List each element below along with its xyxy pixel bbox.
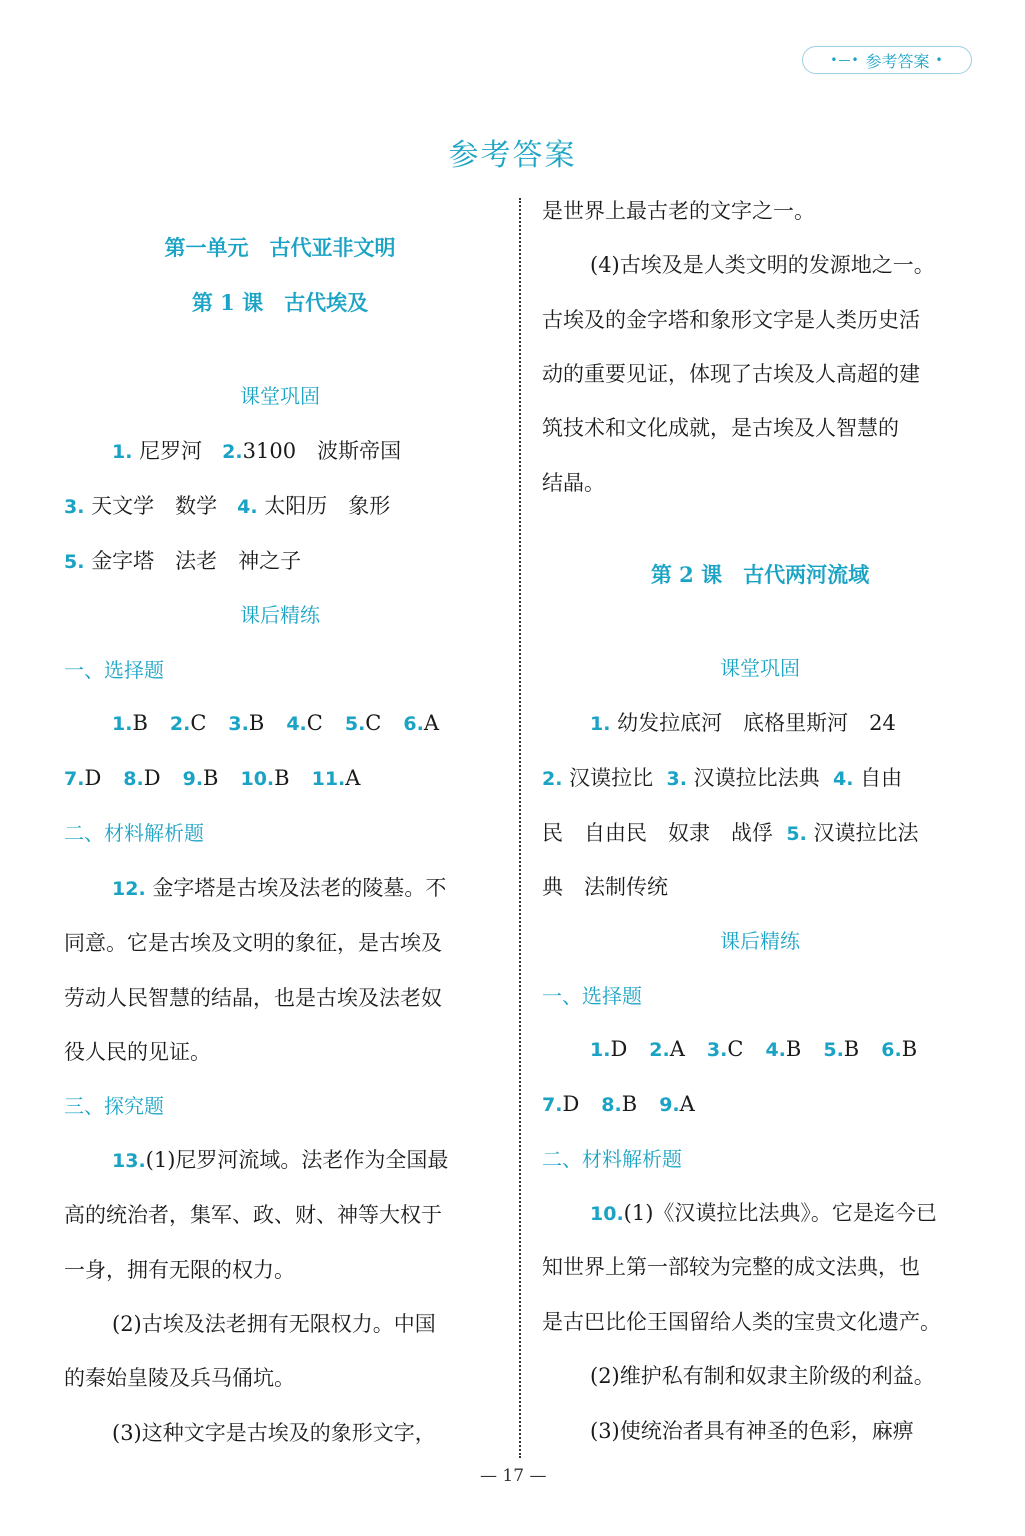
mc-answer: 8.B (601, 1092, 638, 1116)
section-after-class: 课后精练 (240, 603, 320, 627)
answer-13-line: (3)这种文字是古埃及的象形文字， (112, 1421, 436, 1445)
answer-12-line: 役人民的见证。 (64, 1040, 211, 1064)
right-text-line: (4)古埃及是人类文明的发源地之一。 (590, 253, 935, 277)
answer-12-line: 12. 金字塔是古埃及法老的陵墓。不 (112, 876, 447, 900)
page-number: — 17 — (480, 1466, 547, 1486)
classroom-answer-5: 5. 金字塔 法老 神之子 (64, 549, 302, 573)
right-text-line: 筑技术和文化成就，是古埃及人智慧的 (542, 416, 899, 440)
mc-answer: 11.A (311, 766, 361, 790)
mc-row-1 (590, 1034, 939, 1065)
answer-12-line: 劳动人民智慧的结晶，也是古埃及法老奴 (64, 986, 442, 1010)
classroom-answer-3: 3. 天文学 数学 4. 太阳历 象形 (64, 494, 391, 518)
section-after-class: 课后精练 (720, 929, 800, 953)
mc-answer: 4.B (765, 1037, 802, 1061)
section-classroom: 课堂巩固 (720, 656, 800, 680)
mc-answer: 9.A (659, 1092, 695, 1116)
mc-answer: 6.B (881, 1037, 918, 1061)
right-text-line: 动的重要见证，体现了古埃及人高超的建 (542, 362, 920, 386)
mc-answer: 7.D (542, 1092, 580, 1116)
classroom-answer-2: 2. 汉谟拉比 3. 汉谟拉比法典 4. 自由 (542, 766, 903, 790)
heading-explore: 三、探究题 (64, 1094, 164, 1118)
classroom-answer-5b: 典 法制传统 (542, 875, 668, 899)
unit-title: 第一单元 古代亚非文明 (164, 235, 396, 260)
mc-answer: 5.B (823, 1037, 860, 1061)
section-classroom: 课堂巩固 (240, 384, 320, 408)
mc-answer: 5.C (344, 711, 382, 735)
answer-10-line: 知世界上第一部较为完整的成文法典，也 (542, 1255, 920, 1279)
dot-line-decoration-icon: •—• (830, 53, 860, 67)
mc-answer: 4.C (286, 711, 323, 735)
answer-13-line: 13.(1)尼罗河流域。法老作为全国最 (112, 1148, 449, 1172)
mc-answer: 7.D (64, 766, 102, 790)
mc-answer: 10.B (240, 766, 290, 790)
heading-choice: 一、选择题 (542, 984, 642, 1008)
answer-13-line: (2)古埃及法老拥有无限权力。中国 (112, 1312, 436, 1336)
answer-13-line: 一身，拥有无限的权力。 (64, 1258, 295, 1282)
answer-13-line: 高的统治者，集军、政、财、神等大权于 (64, 1203, 442, 1227)
answer-10-line: 10.(1)《汉谟拉比法典》。它是迄今已 (590, 1201, 937, 1225)
mc-answer: 6.A (403, 711, 439, 735)
mc-answer: 2.C (169, 711, 207, 735)
mc-row-2 (542, 1089, 717, 1120)
right-text-line: 结晶。 (542, 471, 605, 495)
header-answer-tag (802, 46, 972, 74)
classroom-answer-4b: 民 自由民 奴隶 战俘 5. 汉谟拉比法 (542, 821, 919, 845)
heading-material: 二、材料解析题 (64, 821, 204, 845)
mc-answer: 9.B (182, 766, 219, 790)
classroom-answer-1: 1. 幼发拉底河 底格里斯河 24 (590, 711, 896, 735)
classroom-answer-1: 1. 尼罗河 2.3100 波斯帝国 (112, 439, 402, 463)
column-divider (519, 198, 521, 1458)
heading-material: 二、材料解析题 (542, 1147, 682, 1171)
answer-12-line: 同意。它是古埃及文明的象征，是古埃及 (64, 931, 442, 955)
answer-10-line: 是古巴比伦王国留给人类的宝贵文化遗产。 (542, 1310, 941, 1334)
mc-answer: 3.B (228, 711, 265, 735)
mc-row-1 (112, 708, 461, 739)
answer-10-line: (2)维护私有制和奴隶主阶级的利益。 (590, 1364, 935, 1388)
mc-answer: 2.A (649, 1037, 685, 1061)
right-text-line: 古埃及的金字塔和象形文字是人类历史活 (542, 308, 920, 332)
mc-answer: 3.C (706, 1037, 744, 1061)
right-text-line: 是世界上最古老的文字之一。 (542, 199, 815, 223)
page-title: 参考答案 (448, 138, 577, 173)
header-tag-label: 参考答案 (865, 51, 930, 71)
answer-13-line: 的秦始皇陵及兵马俑坑。 (64, 1366, 295, 1390)
mc-answer: 8.D (123, 766, 161, 790)
answer-10-line: (3)使统治者具有神圣的色彩，麻痹 (590, 1419, 914, 1443)
mc-row-2 (64, 763, 382, 794)
heading-choice: 一、选择题 (64, 658, 164, 682)
lesson-title: 第 1 课 古代埃及 (191, 290, 369, 315)
lesson-title: 第 2 课 古代两河流域 (650, 562, 870, 587)
mc-answer: 1.B (112, 711, 148, 735)
dot-decoration-icon: • (935, 53, 944, 67)
mc-answer: 1.D (590, 1037, 628, 1061)
